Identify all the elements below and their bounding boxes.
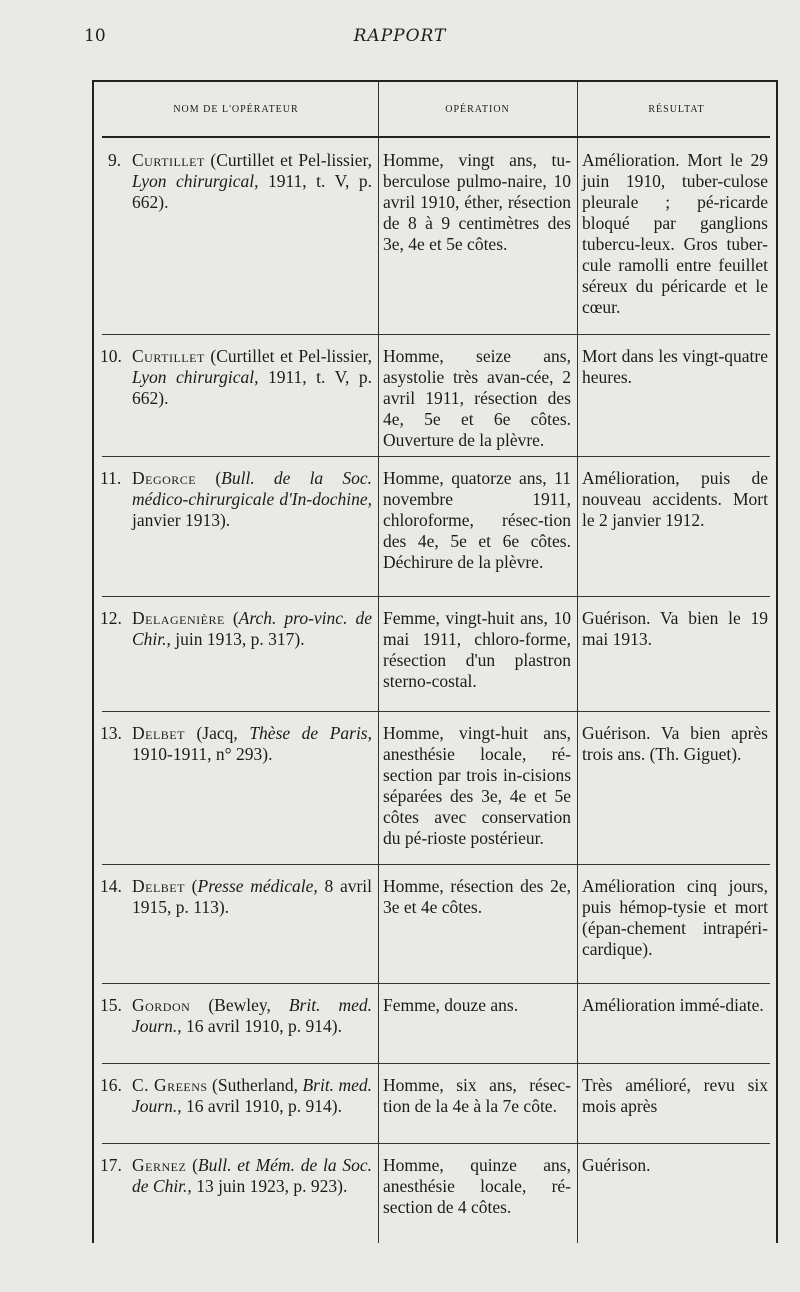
result-cell: Guérison. Va bien après trois ans. (Th. Giguet). <box>582 723 768 764</box>
result-cell: Guérison. Va bien le 19 mai 1913. <box>582 608 768 649</box>
operator-cell <box>132 995 372 1037</box>
operation-cell: Homme, vingt-huit ans, anesthésie locale, ré-section par trois in-cisions séparées des 3e, 4e et 5e côtes avec conservation du pé-rioste postérieur. <box>383 723 571 848</box>
journal-title: Lyon chirurgical, <box>132 171 259 191</box>
operator-citation: (Sutherland, <box>207 1075 303 1095</box>
operation-cell: Homme, seize ans, asystolie très avan-cée, 2 avril 1911, résection des 4e, 5e et 6e côtes. Ouverture de la plèvre. <box>383 346 571 450</box>
operator-citation: (Curtillet et Pel-lissier, <box>204 150 372 170</box>
operation-cell: Homme, vingt ans, tu-berculose pulmo-naire, 10 avril 1910, éther, résection de 8 à 9 centimètres des 3e, 4e et 5e côtes. <box>383 150 571 254</box>
row-number: 10. <box>100 346 122 366</box>
operation-cell: Femme, douze ans. <box>383 995 519 1015</box>
row-divider <box>102 596 770 597</box>
row-divider <box>102 1143 770 1144</box>
operator-citation: (Jacq, <box>184 723 250 743</box>
operator-citation-end: 16 avril 1910, p. 914). <box>181 1096 342 1116</box>
row-divider <box>102 334 770 335</box>
operator-citation: ( <box>186 1155 198 1175</box>
operator-cell <box>132 468 372 531</box>
result-cell: Très amélioré, revu six mois après <box>582 1075 768 1116</box>
operator-citation-end: 16 avril 1910, p. 914). <box>181 1016 342 1036</box>
row-number: 9. <box>108 150 122 170</box>
result-cell: Guérison. <box>582 1155 651 1175</box>
operator-cell <box>132 723 372 765</box>
operator-citation-end: 1911, t. V, p. 662). <box>132 367 372 408</box>
operator-citation: ( <box>196 468 222 488</box>
operator-name: C. Greens <box>132 1075 208 1095</box>
operator-citation: (Bewley, <box>190 995 289 1015</box>
operator-citation: ( <box>224 608 239 628</box>
header-result: RÉSULTAT <box>648 104 705 115</box>
journal-title: Bull. de la Soc. médico-chirurgicale d'In-dochine, <box>132 468 373 509</box>
row-number: 13. <box>100 723 122 743</box>
row-divider <box>102 456 770 457</box>
operator-cell <box>132 346 372 409</box>
row-divider <box>102 1063 770 1064</box>
report-table <box>92 80 778 1243</box>
row-number: 14. <box>100 876 122 896</box>
operator-citation-end: janvier 1913). <box>132 510 231 530</box>
operator-citation: ( <box>184 876 198 896</box>
row-divider <box>102 711 770 712</box>
row-number: 16. <box>100 1075 122 1095</box>
result-cell: Amélioration, puis de nouveau accidents. Mort le 2 janvier 1912. <box>582 468 768 530</box>
row-divider <box>102 864 770 865</box>
operator-cell <box>132 1155 372 1197</box>
column-divider <box>378 82 379 1243</box>
journal-title: Thèse de Paris, <box>249 723 372 743</box>
header-rule <box>102 136 770 138</box>
result-cell: Amélioration immé-diate. <box>582 995 764 1015</box>
result-cell: Mort dans les vingt-quatre heures. <box>582 346 768 387</box>
operator-name: Delbet <box>132 876 185 896</box>
result-cell: Amélioration. Mort le 29 juin 1910, tuber-culose pleurale ; pé-ricarde bloqué par ganglions tubercu-leux. Gros tuber-cule ramolli entre feuillet séreux du péricarde et le cœur. <box>582 150 768 317</box>
operator-name: Curtillet <box>132 150 205 170</box>
operator-citation-end: 1910-1911, n° 293). <box>132 744 273 764</box>
operator-name: Gordon <box>132 995 191 1015</box>
operator-cell <box>132 608 372 650</box>
row-number: 17. <box>100 1155 122 1175</box>
table-header <box>94 82 776 136</box>
journal-title: Brit. med. Journ., <box>132 995 372 1036</box>
operator-citation-end: 13 juin 1923, p. 923). <box>191 1176 348 1196</box>
operation-cell: Femme, vingt-huit ans, 10 mai 1911, chloro-forme, résection d'un plastron sterno-costal. <box>383 608 571 691</box>
running-head: RAPPORT <box>353 26 447 46</box>
operator-cell <box>132 150 372 213</box>
row-divider <box>102 983 770 984</box>
row-number: 12. <box>100 608 122 628</box>
journal-title: Bull. et Mém. de la Soc. de Chir., <box>132 1155 372 1196</box>
header-operation: OPÉRATION <box>445 104 510 115</box>
operator-name: Delagenière <box>132 608 225 628</box>
operator-cell <box>132 1075 372 1117</box>
operation-cell: Homme, quatorze ans, 11 novembre 1911, chloroforme, résec-tion des 4e, 5e et 6e côtes. Déchirure de la plèvre. <box>383 468 571 572</box>
row-number: 11. <box>100 468 122 488</box>
header-operator: NOM DE L'OPÉRATEUR <box>173 104 299 115</box>
operation-cell: Homme, quinze ans, anesthésie locale, ré-section de 4 côtes. <box>383 1155 571 1217</box>
operator-citation-end: juin 1913, p. 317). <box>170 629 305 649</box>
page-number: 10 <box>84 26 106 46</box>
journal-title: Brit. med. Journ., <box>132 1075 372 1116</box>
operator-name: Degorce <box>132 468 197 488</box>
row-number: 15. <box>100 995 122 1015</box>
operator-citation: (Curtillet et Pel-lissier, <box>204 346 372 366</box>
journal-title: Arch. pro-vinc. de Chir., <box>132 608 372 649</box>
journal-title: Lyon chirurgical, <box>132 367 259 387</box>
operator-name: Curtillet <box>132 346 205 366</box>
operator-name: Delbet <box>132 723 185 743</box>
operator-citation-end: 8 avril 1915, p. 113). <box>132 876 373 917</box>
journal-title: Presse médicale, <box>197 876 318 896</box>
operator-cell <box>132 876 372 918</box>
operation-cell: Homme, six ans, résec-tion de la 4e à la 7e côte. <box>383 1075 571 1116</box>
operator-name: Gernez <box>132 1155 187 1175</box>
operation-cell: Homme, résection des 2e, 3e et 4e côtes. <box>383 876 571 917</box>
column-divider <box>577 82 578 1243</box>
result-cell: Amélioration cinq jours, puis hémop-tysie et mort (épan-chement intrapéri-cardique). <box>582 876 768 959</box>
operator-citation-end: 1911, t. V, p. 662). <box>132 171 372 212</box>
